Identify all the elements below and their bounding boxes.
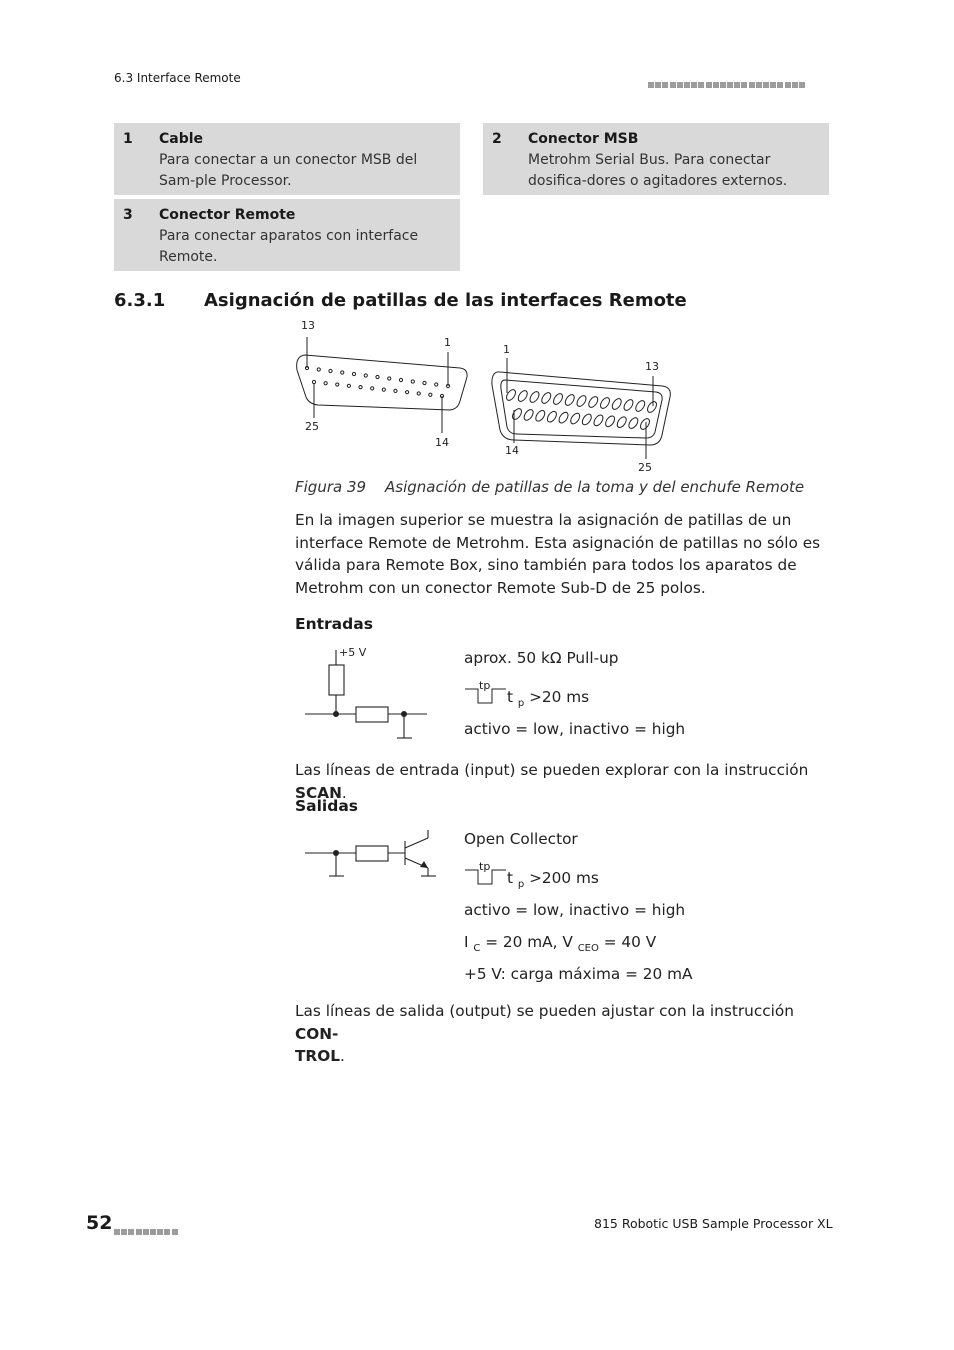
outputs-note-text: Las líneas de salida (output) se pueden ajustar con la instrucción [295, 1002, 794, 1020]
vceo-value: = 40 V [598, 933, 657, 951]
legend-description: Para conectar a un conector MSB del Sam-ple Processor. [159, 152, 418, 189]
running-header-section: 6.3 Interface Remote [114, 71, 241, 85]
ic-label: I [464, 933, 469, 951]
pin-label-25: 25 [638, 461, 652, 474]
intro-paragraph: En la imagen superior se muestra la asignación de patillas de un interface Remote de Metrohm. Esta asignación de patillas no sólo es válida para Remote Box, sino también para todos los aparatos de Metrohm con un conector Remote Sub-D de 25 polos. [295, 511, 821, 597]
pin-label-13: 13 [645, 360, 659, 373]
pin-label-1: 1 [444, 336, 451, 349]
inputs-heading: Entradas [295, 615, 373, 633]
page-number: 52 [86, 1212, 113, 1234]
inputs-note-end: . [341, 783, 347, 802]
control-command-cont: TROL [295, 1047, 340, 1065]
pulse-width-label: tp [479, 679, 491, 692]
output-max-load: +5 V: carga máxima = 20 mA [464, 965, 693, 983]
legend-title: Conector Remote [159, 207, 296, 223]
footer-product-name: 815 Robotic USB Sample Processor XL [594, 1216, 833, 1231]
ic-value: = 20 mA, V [480, 933, 573, 951]
pulse-sub: p [517, 879, 525, 891]
legend-description: Metrohm Serial Bus. Para conectar dosifica-dores o agitadores externos. [528, 152, 788, 189]
figure-caption-text: Asignación de patillas de la toma y del enchufe Remote [385, 478, 805, 496]
scan-command: SCAN [295, 783, 342, 802]
pulse-t: t [507, 869, 513, 887]
legend-title: Conector MSB [528, 131, 639, 147]
pulse-sub: p [517, 698, 525, 710]
legend-number: 2 [492, 131, 502, 147]
pin-label-1: 1 [503, 343, 510, 356]
footer-decoration [114, 1221, 179, 1240]
outputs-heading: Salidas [295, 797, 359, 815]
pulse-t: t [507, 688, 513, 706]
inputs-note-text: Las líneas de entrada (input) se pueden explorar con la instrucción [295, 761, 809, 779]
pin-label-13: 13 [301, 319, 315, 332]
pulse-value: >200 ms [529, 869, 599, 887]
pulse-value: >20 ms [529, 688, 590, 706]
vceo-sub: CEO [577, 943, 599, 955]
legend-description: Para conectar aparatos con interface Remote. [159, 228, 419, 265]
input-pullup: aprox. 50 kΩ Pull-up [464, 649, 619, 667]
output-pulse-spec [507, 869, 599, 890]
section-title: Asignación de patillas de las interfaces Remote [204, 290, 687, 311]
pin-label-25: 25 [305, 420, 319, 433]
legend-number: 1 [123, 131, 133, 147]
output-active-levels: activo = low, inactivo = high [464, 901, 686, 919]
pulse-width-label: tp [479, 860, 491, 873]
pin-label-14: 14 [435, 436, 449, 449]
pin-label-14: 14 [505, 444, 519, 457]
ic-sub: C [473, 943, 481, 955]
legend-number: 3 [123, 207, 133, 223]
legend-title: Cable [159, 131, 204, 147]
outputs-note [295, 1000, 805, 1068]
control-command: CON- [295, 1024, 339, 1043]
outputs-note-end: . [339, 1047, 345, 1065]
input-active-levels: activo = low, inactivo = high [464, 720, 686, 738]
section-number: 6.3.1 [114, 290, 166, 311]
figure-number: Figura 39 [295, 478, 367, 496]
output-type: Open Collector [464, 830, 578, 848]
supply-voltage-label: +5 V [339, 646, 367, 659]
output-current-voltage [464, 933, 656, 954]
